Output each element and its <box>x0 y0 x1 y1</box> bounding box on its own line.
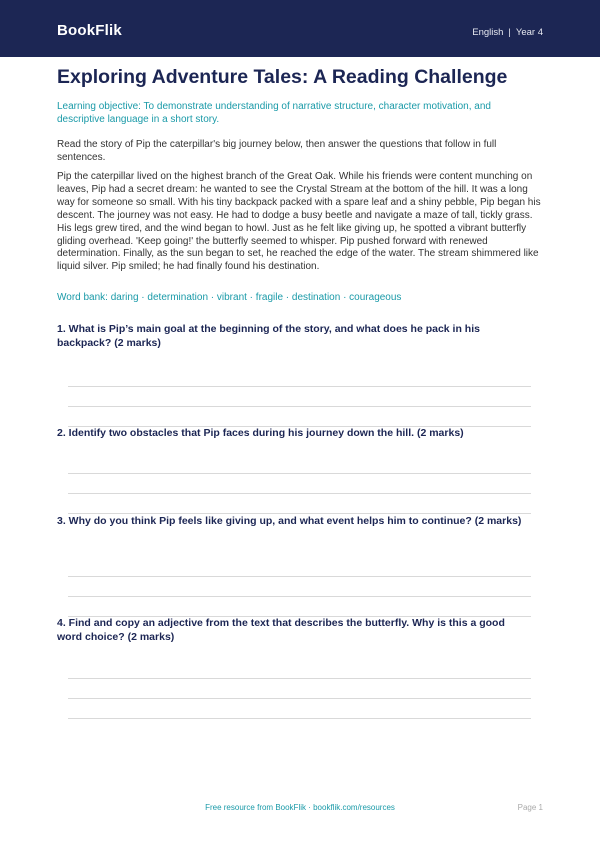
page-title: Exploring Adventure Tales: A Reading Challenge <box>57 66 508 88</box>
header-bar <box>0 0 600 57</box>
year-label: Year 4 <box>515 27 543 38</box>
story-text: Pip the caterpillar lived on the highest branch of the Great Oak. While his friends were content munching on leaves, Pip had a secret dream: he wanted to see the Crystal Stream at the bottom of the hill. It was a long way for someone so small. With his tiny backpack packed with a spare leaf and a shiny pebble, Pip began his descent. The journey was not easy. He had to dodge a busy beetle and navigate a maze of tall, tickly grass. His legs grew tired, and the wind began to howl. Just as he felt like giving up, he spotted a vibrant butterfly gliding overhead. 'Keep going!' the butterfly seemed to whisper. Pip pushed forward with renewed determination. Finally, as the sun began to set, he reached the edge of the water. The stream shimmered like liquid silver. Pip smiled; he had finally found his destination. <box>57 171 541 273</box>
answer-line[interactable] <box>68 406 531 407</box>
answer-line[interactable] <box>68 678 531 679</box>
question-2: 2. Identify two obstacles that Pip faces during his journey down the hill. (2 marks) <box>57 427 464 439</box>
learning-objective: Learning objective: To demonstrate understanding of narrative structure, character motivation, and descriptive language in a short story. <box>57 101 491 125</box>
answer-line[interactable] <box>68 576 531 577</box>
page-number: Page 1 <box>517 803 543 812</box>
answer-line[interactable] <box>68 718 531 719</box>
question-1: 1. What is Pip’s main goal at the beginning of the story, and what does he pack in his backpack? (2 marks) <box>57 323 480 349</box>
question-3: 3. Why do you think Pip feels like giving up, and what event helps him to continue? (2 marks) <box>57 515 522 527</box>
question-4: 4. Find and copy an adjective from the text that describes the butterfly. Why is this a good word choice? (2 marks) <box>57 617 505 643</box>
subject-label: English <box>472 27 504 38</box>
answer-line[interactable] <box>68 596 531 597</box>
word-bank: Word bank: daring · determination · vibrant · fragile · destination · courageous <box>57 292 402 303</box>
answer-line[interactable] <box>68 493 531 494</box>
answer-line[interactable] <box>68 473 531 474</box>
footer-credit[interactable]: Free resource from BookFlik · bookflik.com/resources <box>205 803 395 812</box>
header-separator: | <box>508 27 511 38</box>
answer-line[interactable] <box>68 386 531 387</box>
answer-line[interactable] <box>68 698 531 699</box>
intro-text: Read the story of Pip the caterpillar's big journey below, then answer the questions that follow in full sentences. <box>57 139 497 163</box>
header-meta <box>472 27 543 38</box>
brand-logo[interactable]: BookFlik <box>57 22 122 39</box>
